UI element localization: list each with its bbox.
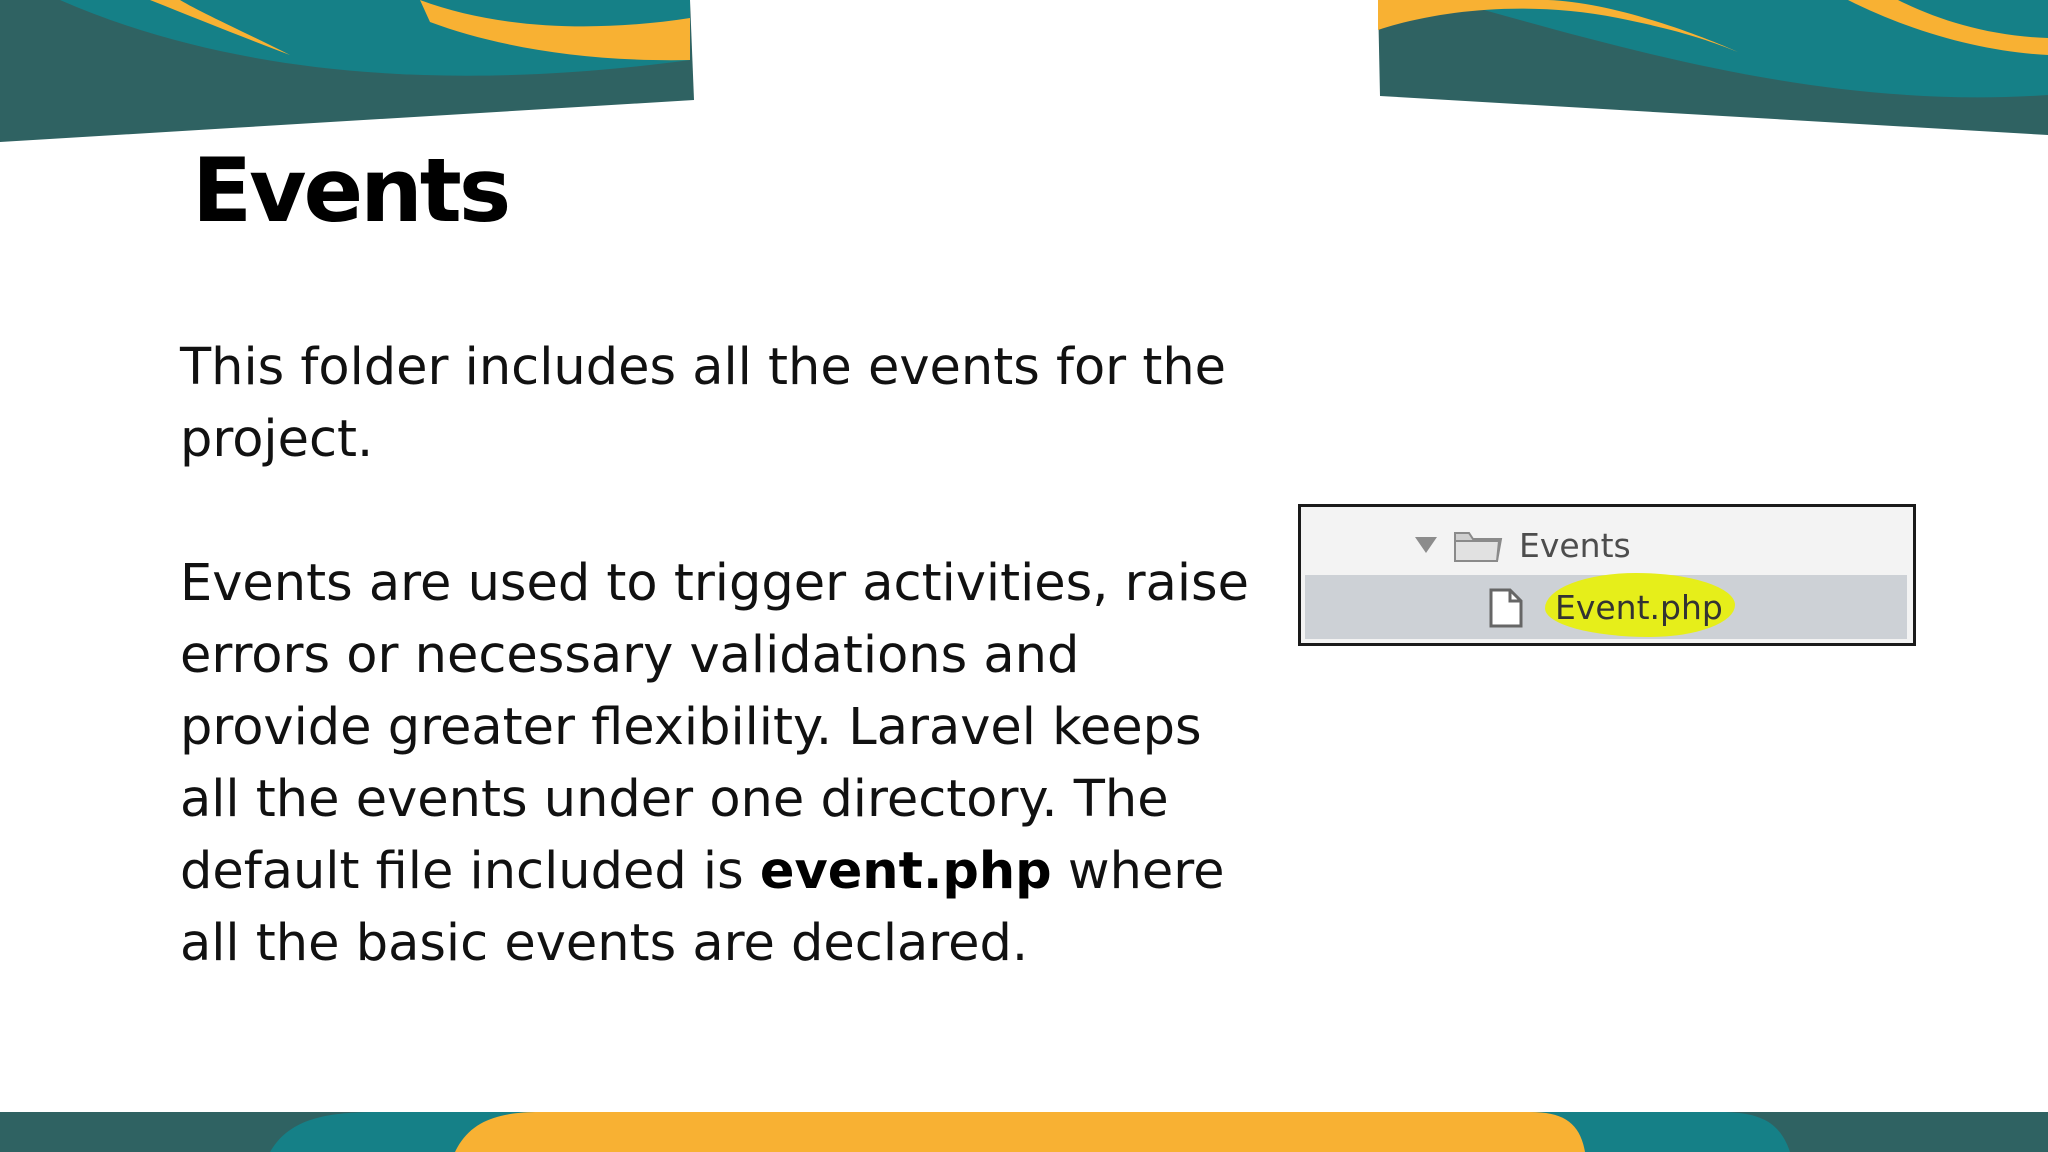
paragraph-intro: This folder includes all the events for the project. xyxy=(180,338,1227,469)
folder-icon xyxy=(1453,527,1503,563)
folder-row-events xyxy=(1301,513,1913,577)
file-icon xyxy=(1488,587,1524,629)
top-right-wave-decoration xyxy=(1378,0,2048,140)
bold-filename: event.php xyxy=(759,842,1052,901)
file-label: Event.php xyxy=(1555,587,1723,627)
paragraph-details-end: where all the basic events are declared. xyxy=(180,842,1225,973)
triangle-down-icon xyxy=(1415,537,1437,553)
paragraph-details xyxy=(180,548,1260,980)
paragraph-details-start: Events are used to trigger activities, raise errors or necessary validations and provide greater flexibility. Laravel keeps all the events under one directory. The default file included is xyxy=(180,554,1249,901)
file-tree-screenshot xyxy=(1298,504,1916,646)
slide-body xyxy=(180,332,1260,980)
file-row-event-php xyxy=(1305,575,1907,639)
slide-title: Events xyxy=(192,139,509,242)
top-left-wave-decoration xyxy=(0,0,700,145)
folder-label: Events xyxy=(1519,525,1631,565)
bottom-wave-decoration xyxy=(0,1112,2048,1152)
